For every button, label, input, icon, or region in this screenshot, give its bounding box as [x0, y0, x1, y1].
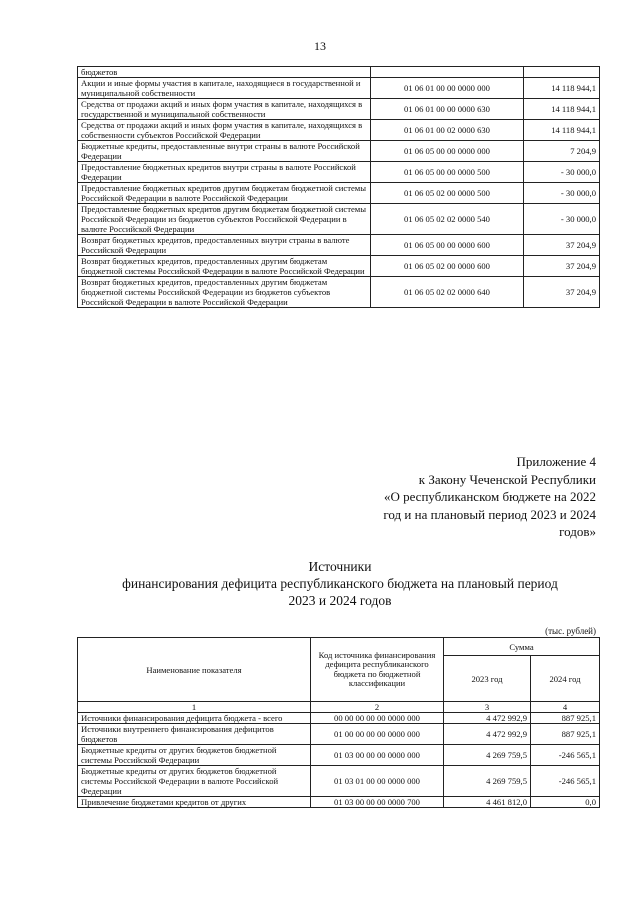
header-sum: Сумма	[444, 638, 600, 656]
row-code: 00 00 00 00 00 0000 000	[311, 713, 444, 724]
row-name: Бюджетные кредиты, предоставленные внутри страны в валюте Российской Федерации	[78, 141, 371, 162]
row-code: 01 06 05 02 02 0000 540	[371, 204, 524, 235]
table-row	[78, 141, 600, 162]
row-amount: - 30 000,0	[524, 162, 600, 183]
row-code	[371, 67, 524, 78]
row-code: 01 03 00 00 00 0000 000	[311, 745, 444, 766]
document-title	[60, 558, 620, 609]
row-value-2024: 0,0	[531, 797, 600, 808]
row-name: Средства от продажи акций и иных форм участия в капитале, находящихся в государственной и муниципальной собственности	[78, 99, 371, 120]
row-name: Возврат бюджетных кредитов, предоставленных другим бюджетам бюджетной системы Российской Федерации из бюджетов субъектов Российской Федерации в валюте Российской Федерации	[78, 277, 371, 308]
row-code: 01 06 01 00 02 0000 630	[371, 120, 524, 141]
row-code: 01 03 01 00 00 0000 000	[311, 766, 444, 797]
row-name: Источники внутреннего финансирования дефицитов бюджетов	[78, 724, 311, 745]
table-row	[78, 277, 600, 308]
row-name: Бюджетные кредиты от других бюджетов бюджетной системы Российской Федерации в валюте Российской Федерации	[78, 766, 311, 797]
table-row	[78, 745, 600, 766]
row-amount: 37 204,9	[524, 256, 600, 277]
table-row	[78, 78, 600, 99]
header-name: Наименование показателя	[78, 638, 311, 702]
table-row	[78, 713, 600, 724]
row-name: бюджетов	[78, 67, 371, 78]
row-amount: 14 118 944,1	[524, 99, 600, 120]
title-line: Источники	[308, 559, 372, 574]
title-line: финансирования дефицита республиканского бюджета на плановый период	[122, 576, 558, 591]
row-name: Привлечение бюджетами кредитов от других	[78, 797, 311, 808]
row-value-2023: 4 461 812,0	[444, 797, 531, 808]
row-value-2024: -246 565,1	[531, 745, 600, 766]
row-amount: 14 118 944,1	[524, 78, 600, 99]
row-code: 01 06 01 00 00 0000 630	[371, 99, 524, 120]
row-amount: 14 118 944,1	[524, 120, 600, 141]
row-amount: 7 204,9	[524, 141, 600, 162]
sources-table-2023-2024	[77, 637, 600, 808]
row-value-2024: 887 925,1	[531, 724, 600, 745]
appendix-line: «О республиканском бюджете на 2022	[383, 489, 596, 504]
row-name: Средства от продажи акций и иных форм участия в капитале, находящихся в собственности субъектов Российской Федерации	[78, 120, 371, 141]
row-name: Предоставление бюджетных кредитов внутри страны в валюте Российской Федерации	[78, 162, 371, 183]
col-number: 2	[311, 702, 444, 713]
row-code: 01 00 00 00 00 0000 000	[311, 724, 444, 745]
row-value-2024: -246 565,1	[531, 766, 600, 797]
col-number: 1	[78, 702, 311, 713]
row-value-2023: 4 472 992,9	[444, 713, 531, 724]
row-code: 01 03 00 00 00 0000 700	[311, 797, 444, 808]
row-code: 01 06 05 02 00 0000 600	[371, 256, 524, 277]
row-code: 01 06 05 00 00 0000 500	[371, 162, 524, 183]
row-value-2023: 4 472 992,9	[444, 724, 531, 745]
col-number: 3	[444, 702, 531, 713]
appendix-line: Приложение 4	[516, 454, 596, 469]
table-row	[78, 99, 600, 120]
header-code: Код источника финансирования дефицита республиканского бюджета по бюджетной классификации	[311, 638, 444, 702]
units-label: (тыс. рублей)	[545, 626, 596, 636]
row-name: Предоставление бюджетных кредитов другим бюджетам бюджетной системы Российской Федерации в валюте Российской Федерации	[78, 183, 371, 204]
row-name: Возврат бюджетных кредитов, предоставленных другим бюджетам бюджетной системы Российской Федерации в валюте Российской Федерации	[78, 256, 371, 277]
header-2024: 2024 год	[531, 656, 600, 702]
table-row	[78, 162, 600, 183]
header-2023: 2023 год	[444, 656, 531, 702]
appendix-line: год и на плановый период 2023 и 2024	[383, 506, 596, 522]
appendix-header	[296, 453, 596, 541]
title-line: 2023 и 2024 годов	[288, 593, 392, 608]
table-row	[78, 797, 600, 808]
appendix-line: к Закону Чеченской Республики	[418, 471, 596, 487]
row-amount: - 30 000,0	[524, 204, 600, 235]
row-name: Акции и иные формы участия в капитале, находящиеся в государственной и муниципальной собственности	[78, 78, 371, 99]
row-value-2023: 4 269 759,5	[444, 766, 531, 797]
row-name: Возврат бюджетных кредитов, предоставленных внутри страны в валюте Российской Федерации	[78, 235, 371, 256]
table-row	[78, 120, 600, 141]
row-code: 01 06 05 02 02 0000 640	[371, 277, 524, 308]
row-amount: 37 204,9	[524, 235, 600, 256]
row-code: 01 06 05 00 00 0000 600	[371, 235, 524, 256]
row-name: Предоставление бюджетных кредитов другим бюджетам бюджетной системы Российской Федерации из бюджетов субъектов Российской Федерации в валюте Российской Федерации	[78, 204, 371, 235]
row-code: 01 06 01 00 00 0000 000	[371, 78, 524, 99]
table-row	[78, 204, 600, 235]
table-row	[78, 67, 600, 78]
row-amount: 37 204,9	[524, 277, 600, 308]
row-value-2023: 4 269 759,5	[444, 745, 531, 766]
row-code: 01 06 05 00 00 0000 000	[371, 141, 524, 162]
row-amount: - 30 000,0	[524, 183, 600, 204]
page-number: 13	[314, 39, 326, 53]
row-name: Источники финансирования дефицита бюджета - всего	[78, 713, 311, 724]
table-row	[78, 766, 600, 797]
appendix-line: годов»	[559, 524, 596, 539]
table-row	[78, 235, 600, 256]
row-amount	[524, 67, 600, 78]
table-row	[78, 256, 600, 277]
row-code: 01 06 05 02 00 0000 500	[371, 183, 524, 204]
row-name: Бюджетные кредиты от других бюджетов бюджетной системы Российской Федерации	[78, 745, 311, 766]
row-value-2024: 887 925,1	[531, 713, 600, 724]
table-row	[78, 183, 600, 204]
table-row	[78, 724, 600, 745]
col-number: 4	[531, 702, 600, 713]
sources-table-continued	[77, 66, 600, 308]
